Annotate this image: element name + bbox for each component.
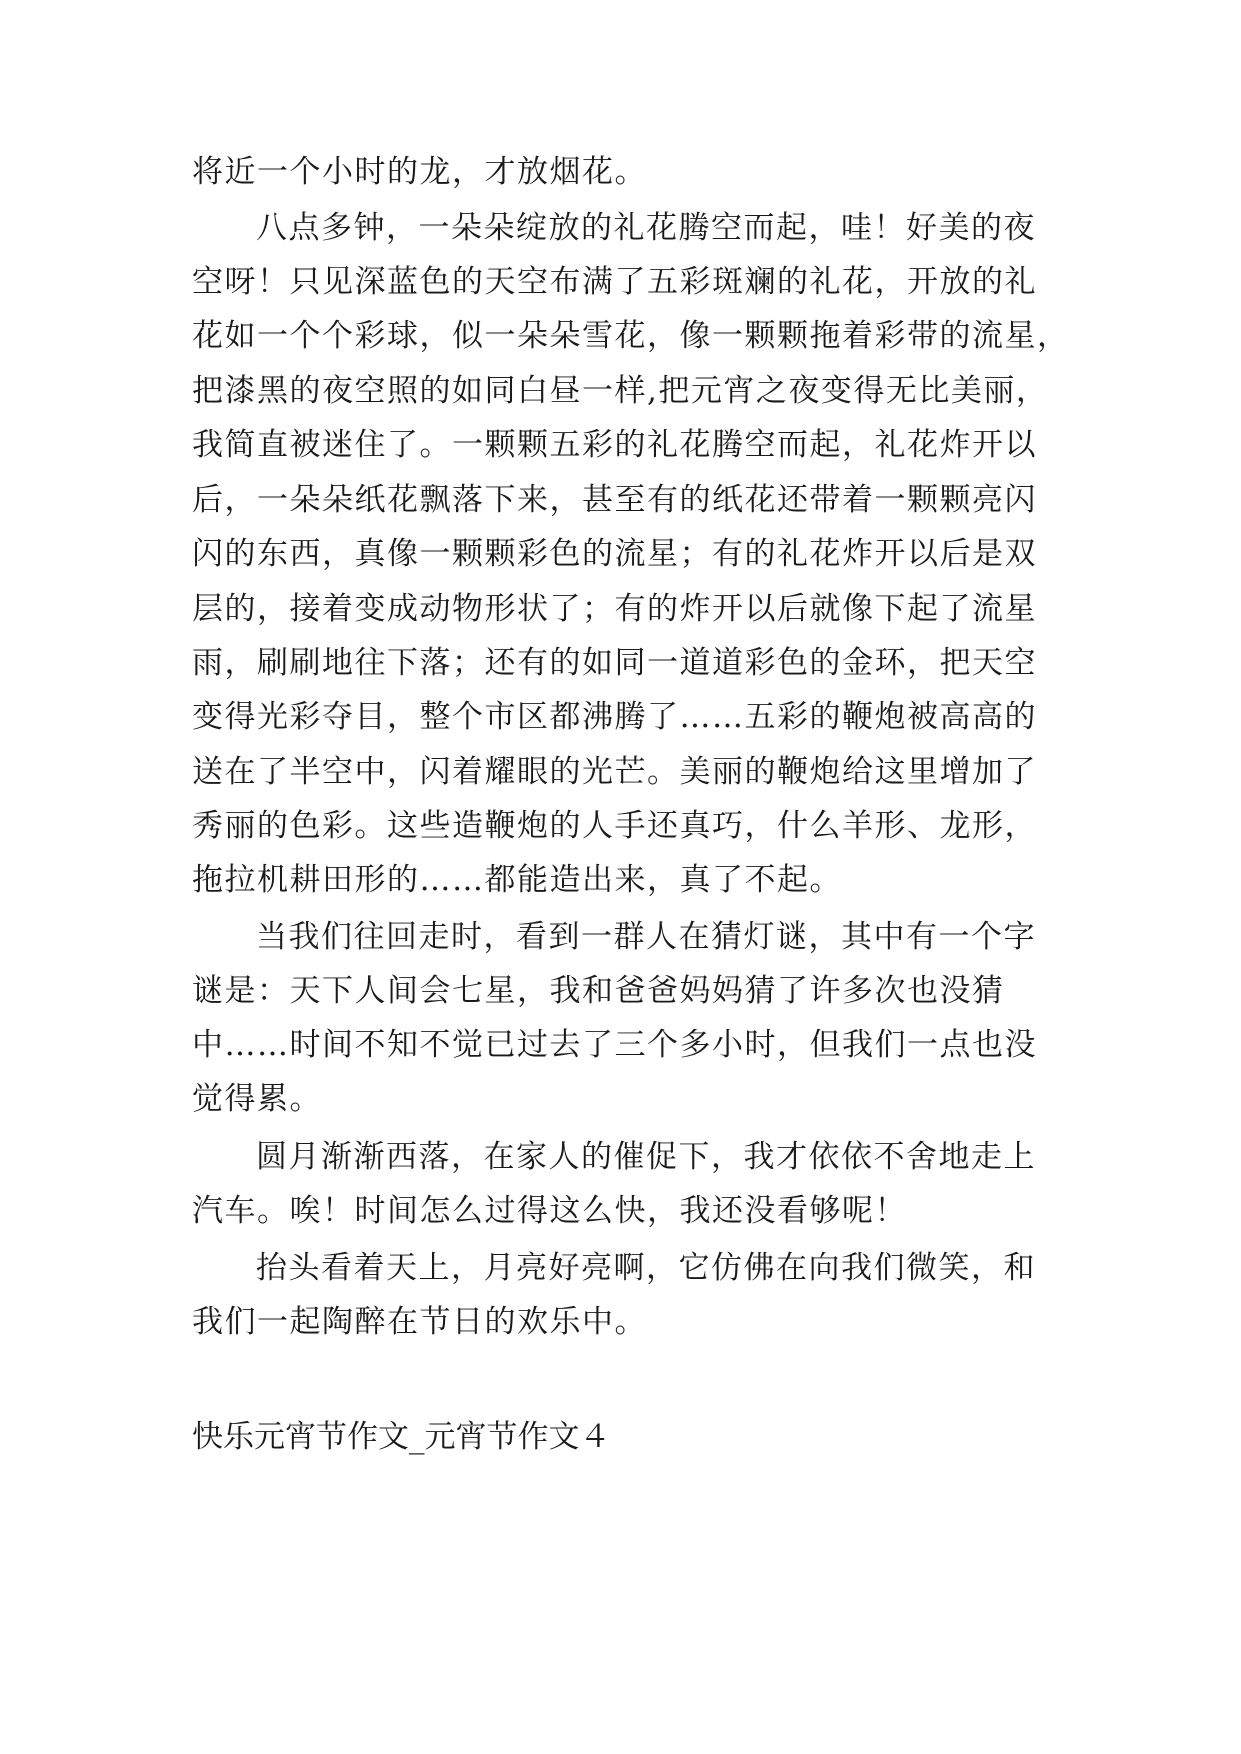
text-line: 秀丽的色彩。这些造鞭炮的人手还真巧，什么羊形、龙形， [192, 808, 1037, 844]
text-line: 我简直被迷住了。一颗颗五彩的礼花腾空而起，礼花炸开以 [192, 427, 1037, 463]
text-line: 变得光彩夺目，整个市区都沸腾了……五彩的鞭炮被高高的 [192, 699, 1037, 735]
text-line: 后，一朵朵纸花飘落下来，甚至有的纸花还带着一颗颗亮闪 [192, 482, 1037, 518]
text-line: 层的，接着变成动物形状了；有的炸开以后就像下起了流星 [192, 591, 1037, 627]
text-line: 花如一个个彩球，似一朵朵雪花，像一颗颗拖着彩带的流星， [192, 318, 1070, 354]
paragraph-start-line: 圆月渐渐西落，在家人的催促下，我才依依不舍地走上 [256, 1139, 1036, 1175]
text-line: 闪的东西，真像一颗颗彩色的流星；有的礼花炸开以后是双 [192, 536, 1037, 572]
section-heading: 快乐元宵节作文_元宵节作文４ [192, 1419, 611, 1455]
paragraph-start-line: 抬头看着天上，月亮好亮啊，它仿佛在向我们微笑，和 [256, 1250, 1036, 1286]
text-line: 拖拉机耕田形的……都能造出来，真了不起。 [192, 862, 842, 898]
text-line: 空呀！只见深蓝色的天空布满了五彩斑斓的礼花，开放的礼 [192, 264, 1037, 300]
paragraph-start-line: 八点多钟，一朵朵绽放的礼花腾空而起，哇！好美的夜 [256, 210, 1036, 246]
text-line: 把漆黑的夜空照的如同白昼一样,把元宵之夜变得无比美丽， [192, 373, 1049, 409]
paragraph-start-line: 当我们往回走时，看到一群人在猜灯谜，其中有一个字 [256, 919, 1036, 955]
text-line: 汽车。唉！时间怎么过得这么快，我还没看够呢！ [192, 1193, 907, 1229]
text-line: 将近一个小时的龙，才放烟花。 [192, 154, 647, 190]
text-line: 我们一起陶醉在节日的欢乐中。 [192, 1304, 647, 1340]
text-line: 谜是：天下人间会七星，我和爸爸妈妈猜了许多次也没猜 [192, 973, 1005, 1009]
text-line: 觉得累。 [192, 1081, 322, 1117]
text-line: 送在了半空中，闪着耀眼的光芒。美丽的鞭炮给这里增加了 [192, 754, 1037, 790]
text-line: 中……时间不知不觉已过去了三个多小时，但我们一点也没 [192, 1027, 1037, 1063]
text-line: 雨，刷刷地往下落；还有的如同一道道彩色的金环，把天空 [192, 645, 1037, 681]
